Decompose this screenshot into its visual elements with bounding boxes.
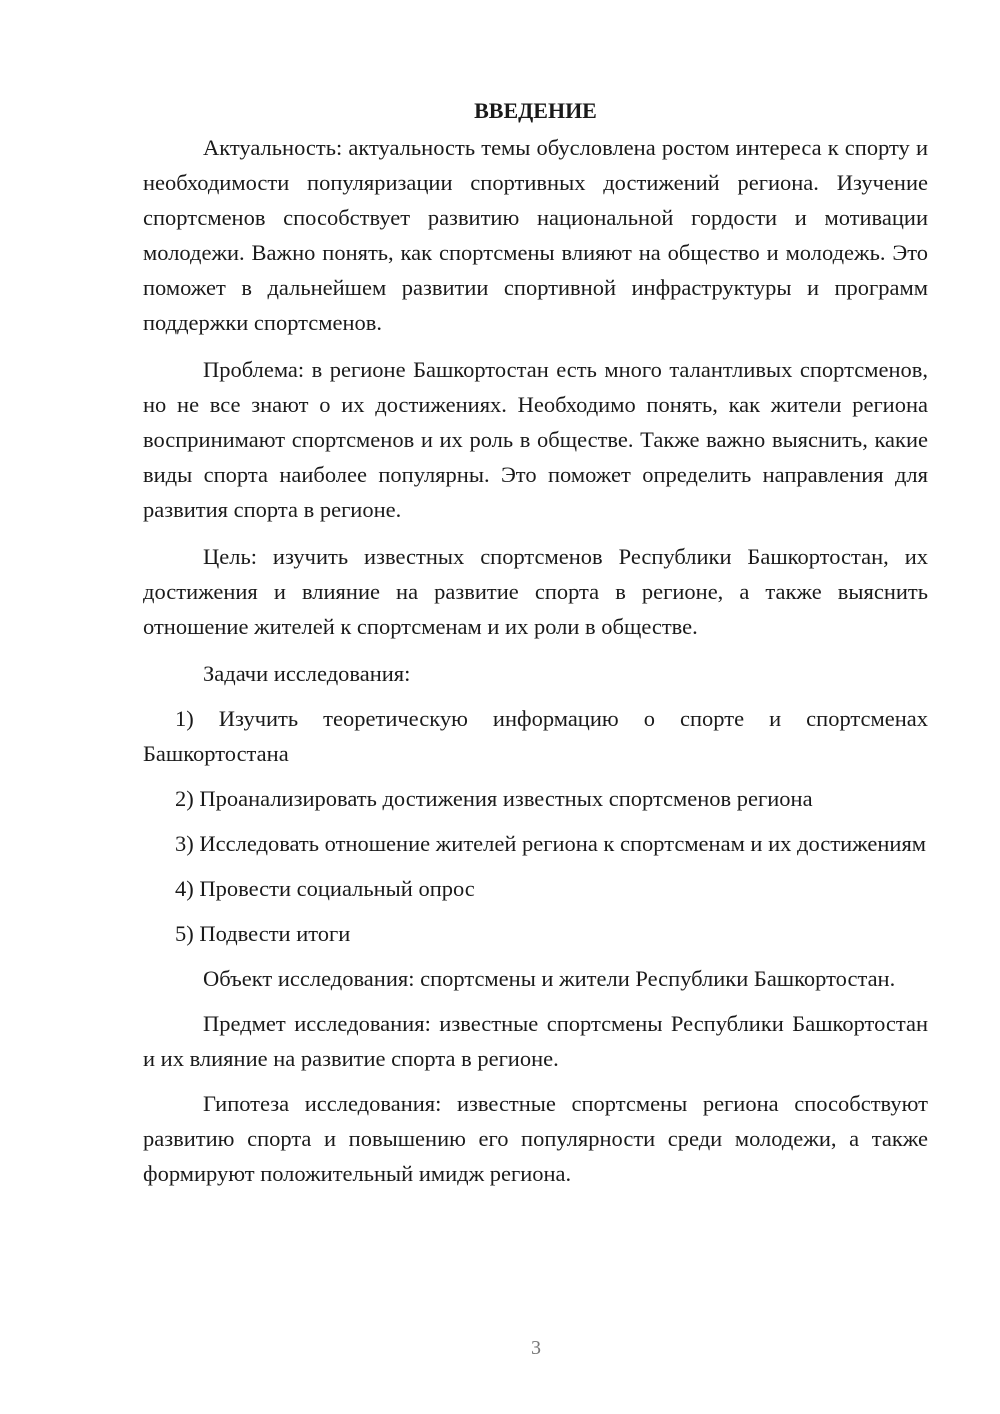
hypothesis-paragraph: Гипотеза исследования: известные спортсмены региона способствуют развитию спорта и повышению его популярности среди молодежи, а также формируют положительный имидж региона. bbox=[143, 1091, 928, 1186]
task-item: 4) Провести социальный опрос bbox=[175, 876, 475, 901]
task-item: 1) Изучить теоретическую информацию о спорте и спортсменах Башкортостана bbox=[143, 706, 928, 766]
page-title: ВВЕДЕНИЕ bbox=[474, 98, 597, 123]
task-item: 3) Исследовать отношение жителей региона к спортсменам и их достижениям bbox=[175, 831, 927, 856]
problem-paragraph: Проблема: в регионе Башкортостан есть много талантливых спортсменов, но не все знают о их достижениях. Необходимо понять, как жители региона воспринимают спортсменов и их роль в обществе. Также важно выяснить, какие виды спорта наиболее популярны. Это поможет определить направления для развития спорта в регионе. bbox=[143, 357, 928, 522]
subject-paragraph: Предмет исследования: известные спортсмены Республики Башкортостан и их влияние на развитие спорта в регионе. bbox=[143, 1011, 928, 1071]
tasks-list bbox=[143, 701, 928, 951]
relevance-paragraph: Актуальность: актуальность темы обусловлена ростом интереса к спорту и необходимости популяризации спортивных достижений региона. Изучение спортсменов способствует развитию национальной гордости и мотивации молодежи. Важно понять, как спортсмены влияют на общество и молодежь. Это поможет в дальнейшем развитии спортивной инфраструктуры и программ поддержки спортсменов. bbox=[143, 135, 928, 335]
goal-paragraph: Цель: изучить известных спортсменов Республики Башкортостан, их достижения и влияние на развитие спорта в регионе, а также выяснить отношение жителей к спортсменам и их роли в обществе. bbox=[143, 544, 928, 639]
task-item: 5) Подвести итоги bbox=[175, 921, 351, 946]
page-number: 3 bbox=[531, 1337, 541, 1359]
page-content bbox=[143, 96, 928, 1191]
tasks-heading: Задачи исследования: bbox=[203, 661, 411, 686]
task-item: 2) Проанализировать достижения известных спортсменов региона bbox=[175, 786, 813, 811]
object-paragraph: Объект исследования: спортсмены и жители Республики Башкортостан. bbox=[203, 966, 896, 991]
